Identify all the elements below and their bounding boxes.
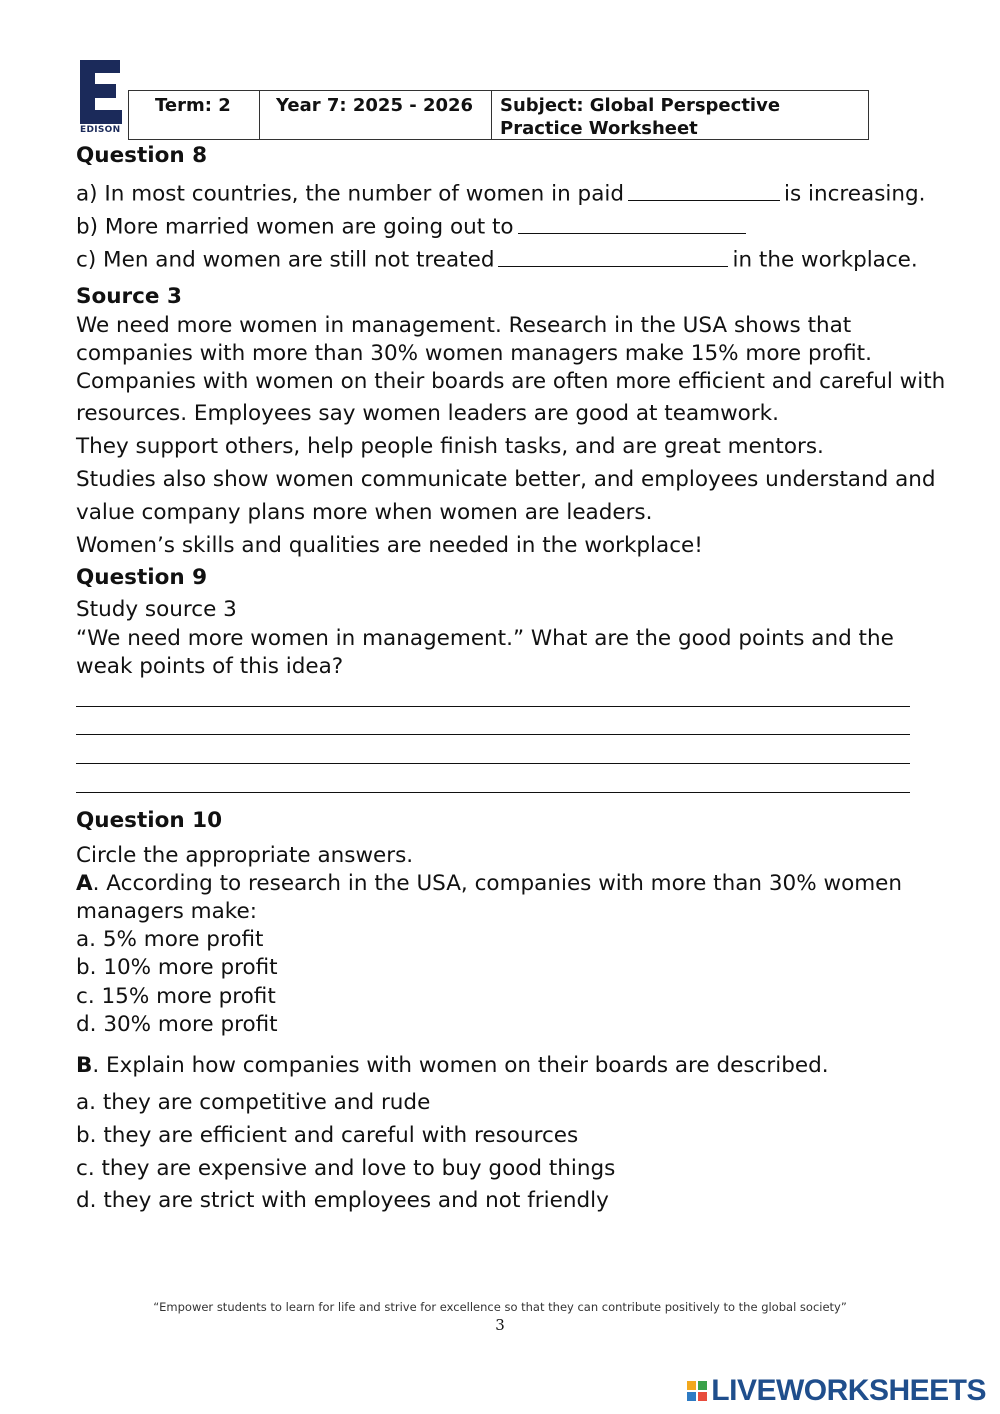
worksheet-line: Practice Worksheet bbox=[500, 118, 698, 140]
answer-line[interactable] bbox=[76, 706, 910, 707]
answer-line[interactable] bbox=[76, 763, 910, 764]
question-9-line: weak points of this idea? bbox=[76, 654, 344, 679]
footer-quote: “Empower students to learn for life and strive for excellence so that they can contribute positively to the global society” bbox=[153, 1300, 847, 1314]
question-8b-text: b) More married women are going out to bbox=[76, 214, 514, 240]
answer-line[interactable] bbox=[76, 734, 910, 735]
question-10a bbox=[76, 871, 902, 898]
question-8c bbox=[76, 244, 918, 274]
answer-blank-8a[interactable] bbox=[628, 178, 780, 201]
option-a4[interactable]: d. 30% more profit bbox=[76, 1012, 278, 1037]
question-10-title: Question 10 bbox=[76, 808, 223, 833]
source-line: We need more women in management. Research in the USA shows that bbox=[76, 313, 852, 338]
part-b-label: B bbox=[76, 1053, 93, 1078]
answer-blank-8b[interactable] bbox=[518, 211, 746, 234]
source-line: value company plans more when women are leaders. bbox=[76, 500, 653, 525]
option-a1[interactable]: a. 5% more profit bbox=[76, 927, 264, 952]
source-3-title: Source 3 bbox=[76, 284, 182, 309]
edison-logo-icon bbox=[80, 60, 122, 124]
question-9-title: Question 9 bbox=[76, 565, 208, 590]
option-b4[interactable]: d. they are strict with employees and not friendly bbox=[76, 1188, 609, 1213]
question-8a-end: is increasing. bbox=[784, 181, 926, 207]
part-a-label: A bbox=[76, 871, 93, 896]
source-line: Companies with women on their boards are often more efficient and careful with bbox=[76, 369, 946, 394]
question-8c-end: in the workplace. bbox=[732, 247, 918, 273]
answer-line[interactable] bbox=[76, 792, 910, 793]
question-8a bbox=[76, 178, 925, 208]
question-10b bbox=[76, 1053, 829, 1080]
liveworksheets-watermark bbox=[687, 1374, 986, 1408]
question-8a-text: a) In most countries, the number of women in paid bbox=[76, 181, 624, 207]
question-9-line: “We need more women in management.” What are the good points and the bbox=[76, 626, 894, 651]
question-10-instruction: Circle the appropriate answers. bbox=[76, 843, 414, 868]
option-a3[interactable]: c. 15% more profit bbox=[76, 984, 276, 1009]
page-number: 3 bbox=[495, 1316, 505, 1334]
logo-text: EDISON bbox=[80, 125, 121, 135]
year-cell: Year 7: 2025 - 2026 bbox=[260, 91, 492, 139]
question-8b bbox=[76, 211, 750, 241]
option-a2[interactable]: b. 10% more profit bbox=[76, 955, 278, 980]
option-b1[interactable]: a. they are competitive and rude bbox=[76, 1090, 431, 1115]
question-10a-cont: managers make: bbox=[76, 899, 257, 924]
term-cell: Term: 2 bbox=[129, 91, 260, 139]
part-a-text: . According to research in the USA, companies with more than 30% women bbox=[92, 871, 903, 896]
question-8-title: Question 8 bbox=[76, 143, 208, 168]
source-line: Women’s skills and qualities are needed in the workplace! bbox=[76, 533, 703, 558]
subject-line: Subject: Global Perspective bbox=[500, 95, 781, 116]
source-line: Studies also show women communicate better, and employees understand and bbox=[76, 467, 936, 492]
source-line: companies with more than 30% women managers make 15% more profit. bbox=[76, 341, 872, 366]
option-b3[interactable]: c. they are expensive and love to buy good things bbox=[76, 1156, 616, 1181]
question-9-line: Study source 3 bbox=[76, 597, 237, 622]
part-b-text: . Explain how companies with women on their boards are described. bbox=[92, 1053, 829, 1078]
question-8c-text: c) Men and women are still not treated bbox=[76, 247, 495, 273]
subject-cell bbox=[492, 91, 868, 139]
option-b2[interactable]: b. they are efficient and careful with resources bbox=[76, 1123, 579, 1148]
liveworksheets-text: LIVEWORKSHEETS bbox=[711, 1374, 986, 1407]
source-line: resources. Employees say women leaders are good at teamwork. bbox=[76, 401, 779, 426]
source-line: They support others, help people finish tasks, and are great mentors. bbox=[76, 434, 824, 459]
header-table bbox=[128, 90, 869, 140]
liveworksheets-logo-icon bbox=[687, 1381, 707, 1401]
answer-blank-8c[interactable] bbox=[498, 244, 728, 267]
